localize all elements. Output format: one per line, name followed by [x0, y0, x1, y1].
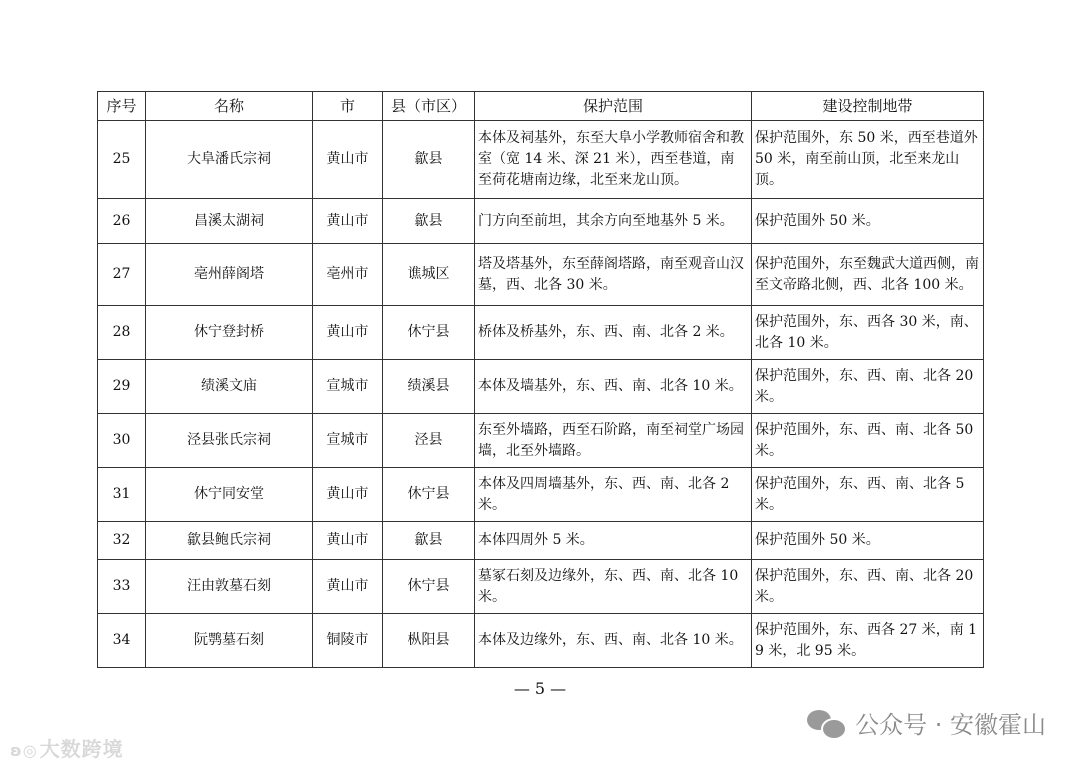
row-protection-range: 本体及祠基外，东至大阜小学教师宿舍和教室（宽 14 米、深 21 米），西至巷道，南至荷花塘南边缘，北至来龙山顶。 [475, 121, 752, 199]
row-county: 休宁县 [383, 468, 475, 522]
heritage-protection-table [97, 91, 984, 668]
row-control-zone: 保护范围外，东、西、南、北各 5 米。 [752, 468, 984, 522]
row-city: 宣城市 [313, 360, 383, 414]
row-protection-range: 门方向至前坦，其余方向至地基外 5 米。 [475, 199, 752, 244]
row-county: 谯城区 [383, 244, 475, 306]
row-protection-range: 桥体及桥基外，东、西、南、北各 2 米。 [475, 306, 752, 360]
row-index: 33 [98, 560, 146, 614]
row-control-zone: 保护范围外，东 50 米，西至巷道外 50 米，南至前山顶，北至来龙山顶。 [752, 121, 984, 199]
row-index: 25 [98, 121, 146, 199]
header-name: 名称 [146, 92, 313, 121]
watermark-right [807, 705, 1046, 740]
row-protection-range: 本体四周外 5 米。 [475, 522, 752, 560]
wechat-icon [807, 707, 847, 739]
row-city: 宣城市 [313, 414, 383, 468]
row-city: 铜陵市 [313, 614, 383, 668]
row-control-zone: 保护范围外，东、西各 30 米，南、北各 10 米。 [752, 306, 984, 360]
row-index: 26 [98, 199, 146, 244]
row-control-zone: 保护范围外 50 米。 [752, 199, 984, 244]
watermark-left [10, 733, 124, 762]
row-control-zone: 保护范围外 50 米。 [752, 522, 984, 560]
row-site-name: 休宁登封桥 [146, 306, 313, 360]
watermark-left-text: 大数跨境 [39, 737, 124, 761]
row-city: 黄山市 [313, 522, 383, 560]
heritage-table-container [97, 91, 983, 668]
table-row [98, 121, 984, 199]
row-site-name: 昌溪太湖祠 [146, 199, 313, 244]
row-county: 泾县 [383, 414, 475, 468]
page-number: — 5 — [513, 679, 567, 698]
row-index: 31 [98, 468, 146, 522]
row-site-name: 泾县张氏宗祠 [146, 414, 313, 468]
row-county: 绩溪县 [383, 360, 475, 414]
logo-icon: ʚ◎ [10, 741, 38, 760]
row-city: 黄山市 [313, 199, 383, 244]
row-index: 32 [98, 522, 146, 560]
row-index: 30 [98, 414, 146, 468]
row-control-zone: 保护范围外，东、西各 27 米，南 19 米，北 95 米。 [752, 614, 984, 668]
row-protection-range: 墓冢石刻及边缘外，东、西、南、北各 10 米。 [475, 560, 752, 614]
row-city: 黄山市 [313, 121, 383, 199]
row-control-zone: 保护范围外，东、西、南、北各 20 米。 [752, 560, 984, 614]
table-row [98, 360, 984, 414]
row-county: 歙县 [383, 199, 475, 244]
row-county: 歙县 [383, 522, 475, 560]
table-row [98, 614, 984, 668]
header-control-zone: 建设控制地带 [752, 92, 984, 121]
row-protection-range: 本体及四周墙基外，东、西、南、北各 2 米。 [475, 468, 752, 522]
row-site-name: 阮鹗墓石刻 [146, 614, 313, 668]
row-county: 休宁县 [383, 306, 475, 360]
row-city: 亳州市 [313, 244, 383, 306]
header-city: 市 [313, 92, 383, 121]
row-city: 黄山市 [313, 306, 383, 360]
row-city: 黄山市 [313, 560, 383, 614]
row-control-zone: 保护范围外，东至魏武大道西侧，南至文帝路北侧，西、北各 100 米。 [752, 244, 984, 306]
row-protection-range: 塔及塔基外，东至薛阁塔路，南至观音山汉墓，西、北各 30 米。 [475, 244, 752, 306]
row-control-zone: 保护范围外，东、西、南、北各 20 米。 [752, 360, 984, 414]
row-site-name: 休宁同安堂 [146, 468, 313, 522]
row-index: 27 [98, 244, 146, 306]
header-protection-range: 保护范围 [475, 92, 752, 121]
table-row [98, 522, 984, 560]
row-index: 34 [98, 614, 146, 668]
row-site-name: 绩溪文庙 [146, 360, 313, 414]
row-city: 黄山市 [313, 468, 383, 522]
table-row [98, 468, 984, 522]
row-control-zone: 保护范围外，东、西、南、北各 50 米。 [752, 414, 984, 468]
row-protection-range: 本体及墙基外，东、西、南、北各 10 米。 [475, 360, 752, 414]
row-site-name: 大阜潘氏宗祠 [146, 121, 313, 199]
header-county: 县（市区） [383, 92, 475, 121]
table-row [98, 414, 984, 468]
table-row [98, 306, 984, 360]
table-row [98, 199, 984, 244]
table-header-row [98, 92, 984, 121]
row-index: 28 [98, 306, 146, 360]
row-site-name: 汪由敦墓石刻 [146, 560, 313, 614]
row-site-name: 亳州薛阁塔 [146, 244, 313, 306]
row-county: 歙县 [383, 121, 475, 199]
row-county: 休宁县 [383, 560, 475, 614]
table-body [98, 121, 984, 668]
row-protection-range: 本体及边缘外，东、西、南、北各 10 米。 [475, 614, 752, 668]
header-index: 序号 [98, 92, 146, 121]
row-county: 枞阳县 [383, 614, 475, 668]
watermark-right-text: 公众号 · 安徽霍山 [855, 711, 1046, 739]
table-row [98, 560, 984, 614]
row-protection-range: 东至外墙路，西至石阶路，南至祠堂广场园墙，北至外墙路。 [475, 414, 752, 468]
table-row [98, 244, 984, 306]
row-index: 29 [98, 360, 146, 414]
row-site-name: 歙县鲍氏宗祠 [146, 522, 313, 560]
